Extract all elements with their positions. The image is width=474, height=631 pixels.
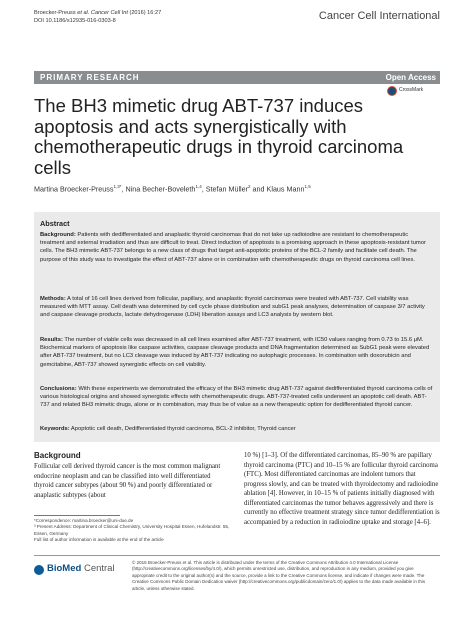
doi[interactable]: DOI 10.1186/s12935-016-0303-8 (34, 18, 116, 24)
journal-name: Cancer Cell International (318, 10, 440, 22)
article-type-label: PRIMARY RESEARCH (40, 73, 140, 82)
abstract-results (40, 336, 434, 369)
abstract-label: Methods: (40, 296, 66, 302)
author-list (34, 184, 454, 193)
citation-authors: Broecker-Preuss (34, 10, 78, 16)
author-affiliation: 1,3* (113, 184, 122, 189)
section-heading: Background (34, 451, 81, 460)
open-access-label: Open Access (385, 73, 436, 82)
footer-divider (34, 555, 440, 556)
author-info-note: Full list of author information is available at the end of the article (34, 536, 164, 542)
abstract-label: Results: (40, 337, 63, 343)
abstract-conclusions (40, 385, 434, 410)
author-name: , Nina Becher-Boveleth (121, 184, 196, 194)
logo-main: BioMed (47, 563, 82, 574)
publisher-logo (47, 563, 115, 574)
abstract-heading: Abstract (40, 219, 70, 228)
abstract-label: Keywords: (40, 426, 70, 432)
body-right-column: 10 %) [1–3]. Of the differentiated carcinomas, 85–90 % are papillary thyroid carcinoma (PTC) and 10–15 % are follicular thyroid carcinoma (FTC). Most differentiated carcinomas are indolent tumors that progress slowly, and can be treated with thyroidectomy and radioiodine ablation [4]. However, in 10–15 % of patients initially diagnosed with differentiated carcinomas the tumor behaves aggressively and there is currently no effective treatment strategy since tumor dedifferentiation is accompanied by a reduction in radioiodine uptake and storage [4–6]. (244, 452, 440, 526)
author-name: and Klaus Mann (250, 184, 305, 194)
footnote-divider (34, 515, 120, 516)
abstract-text: A total of 16 cell lines derived from follicular, papillary, and anaplastic thyroid carcinomas were treated with ABT-737. Cell viability was measured with MTT assay. Cell death was determined by cell cycle phase distribution and subG1 peak analyses, determination of caspase 3/7 activity and caspase cleavage products, lactate dehydrogenase (LDH) liberation assays and LC3 analysis by western blot. (40, 296, 425, 319)
citation-journal: et al. Cancer Cell Int (77, 10, 128, 16)
citation-volume: (2016) 16:27 (127, 10, 162, 16)
crossmark-icon[interactable] (387, 86, 397, 96)
abstract-label: Conclusions: (40, 386, 77, 392)
crossmark-label[interactable]: CrossMark (399, 87, 424, 93)
abstract-text: The number of viable cells was decreased in all cell lines examined after ABT-737 treatment, with IC50 values ranging from 0.73 to 15.6 μM. Biochemical markers of apoptosis like caspase activities, caspase cleavage products and DNA fragmentation determined as SubG1 peak were elevated after ABT-737 treatment, but no LC3 cleavage was induced by ABT-737 indicating no autophagic processes. In combination with doxorubicin and gemcitabine, ABT-737 showed synergistic effects on cell viability. (40, 337, 430, 368)
abstract-text: Patients with dedifferentiated and anaplastic thyroid carcinomas that do not take up radioiodine are resistant to chemotherapeutic treatment and external irradiation and thus are difficult to treat. Direct induction of apoptosis is a promising approach in these apoptosis-resistant tumor cells. The BH3 mimetic ABT-737 belongs to a new class of drugs that target anti-apoptotic proteins of the BCL-2 family and facilitate cell death. The purpose of this study was to investigate the effect of ABT-737 alone or in combination with chemotherapeutic drugs on thyroid carcinoma cell lines. (40, 232, 426, 263)
biomed-central-logo-icon (34, 565, 44, 575)
author-name: Martina Broecker-Preuss (34, 184, 114, 194)
correspondence[interactable]: *Correspondence: martina.broecker@uni-due.de (34, 518, 134, 523)
footnotes (34, 518, 234, 543)
author-affiliation: 1,4 (195, 184, 202, 189)
body-left-column: Follicular cell derived thyroid cancer is the most common malignant endocrine neoplasm and can be classified into well differentiated thyroid cancer subtypes (about 90 %) and poorly differentiated or anaplastic subtypes (about (34, 463, 221, 499)
abstract-background (40, 231, 434, 264)
present-address: ³ Present Address: Department of Clinical Chemistry, University Hospital Essen, Hufelandstr. 55, Essen, Germany (34, 524, 230, 536)
abstract-methods (40, 295, 434, 320)
author-name: , Stefan Müller (201, 184, 249, 194)
abstract-text: Apoptotic cell death, Dedifferentiated thyroid carcinoma, BCL-2 inhibitor, Thyroid cancer (69, 426, 296, 432)
abstract-label: Background: (40, 232, 76, 238)
license-text: © 2016 Broecker-Preuss et al. This article is distributed under the terms of the Creative Commons Attribution 4.0 International License (http://creativecommons.org/licenses/by/4.0/), which permits unrestricted use, distribution, and reproduction in any medium, provided you give appropriate credit to the original author(s) and the source, provide a link to the Creative Commons license, and indicate if changes were made. The Creative Commons Public Domain Dedication waiver (http://creativecommons.org/publicdomain/zero/1.0/) applies to the data made available in this article, unless otherwise stated. (132, 560, 426, 591)
author-affiliation: 1,5 (304, 184, 311, 189)
abstract-keywords (40, 425, 434, 433)
article-title: The BH3 mimetic drug ABT-737 induces apoptosis and acts synergistically with chemotherapeutic drugs in thyroid carcinoma cells (34, 95, 404, 178)
logo-sub: Central (81, 563, 115, 574)
author-affiliation: 2 (248, 184, 251, 189)
abstract-text: With these experiments we demonstrated the efficacy of the BH3 mimetic drug ABT-737 against dedifferentiated thyroid carcinoma cells of various histological origins and showed synergistic effects with chemotherapeutic drugs. ABT-737-treated cells underwent an apoptotic cell death. ABT-737 and related BH3 mimetic drugs, alone or in combination, may thus be of value as a new therapeutic option for dedifferentiated thyroid cancer. (40, 386, 433, 409)
article-citation (34, 9, 161, 25)
